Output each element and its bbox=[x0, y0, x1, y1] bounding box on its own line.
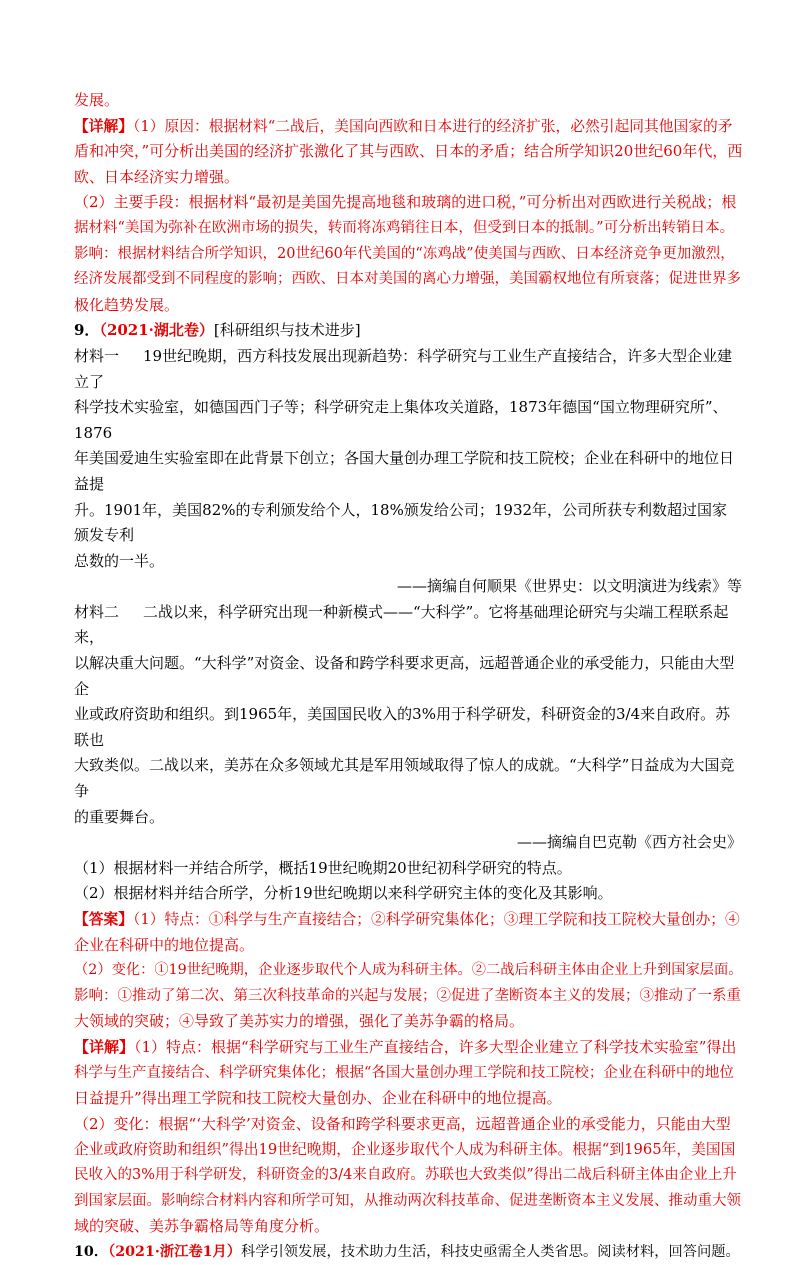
detail-line-6: 民收入的3%用于科学研发，科研资金的3/4来自政府。苏联也大致类似”得出二战后科研主体由企业上升 bbox=[74, 1166, 737, 1183]
answer-line-5: 大领域的突破；④导致了美苏实力的增强，强化了美苏争霸的格局。 bbox=[74, 1012, 525, 1031]
question-9-number: 9． bbox=[74, 321, 100, 340]
material-1-line-5: 总数的一半。 bbox=[74, 551, 165, 570]
answer-line-2: 企业在科研中的地位提高。 bbox=[74, 935, 255, 954]
prev-detail-line-8: 极化趋势发展。 bbox=[74, 295, 180, 314]
detail-line-5: 企业或政府资助和组织”得出19世纪晚期，企业逐步取代个人成为科研主体。根据“到1965年，美国国 bbox=[74, 1141, 736, 1159]
detail-line-2: 科学与生产直接结合、科学研究集体化；根据“各国大量创办理工学院和技工院校；企业在科研中的地位 bbox=[74, 1064, 734, 1081]
material-2-line-1: 材料二 二战以来，科学研究出现一种新模式——“大科学”。它将基础理论研究与尖端工程联系起来， bbox=[74, 602, 729, 647]
prev-detail-line-1: 【详解】（1）原因：根据材料“二战后，美国向西欧和日本进行的经济扩张，必然引起同其他国家的矛 bbox=[74, 117, 733, 135]
answer-line-4: 影响：①推动了第二次、第三次科技革命的兴起与发展；②促进了垄断资本主义的发展；③推动了一系重 bbox=[74, 987, 741, 1004]
answer-line-1: 【答案】（1）特点：①科学与生产直接结合；②科学研究集体化；③理工学院和技工院校大量创办；④ bbox=[74, 911, 740, 928]
material-2-line-3: 业或政府资助和组织。到1965年，美国国民收入的3%用于科学研发，科研资金的3/4来自政府。苏联也 bbox=[74, 705, 731, 749]
material-1-line-4: 升。1901年，美国82%的专利颁发给个人，18%颁发给公司；1932年，公司所获专利数超过国家颁发专利 bbox=[74, 500, 728, 545]
question-9-header bbox=[74, 318, 742, 344]
detail-tag-2: 【详解】 bbox=[74, 1037, 135, 1056]
detail-tag: 【详解】 bbox=[74, 117, 133, 135]
material-2-line-4: 大致类似。二战以来，美苏在众多领域尤其是军用领域取得了惊人的成就。“大科学”日益成为大国竞争 bbox=[74, 756, 735, 801]
prev-answer-tail: 发展。 bbox=[74, 91, 120, 109]
prev-detail-line-6: 影响：根据材料结合所学知识，20世纪60年代美国的“冻鸡战”使美国与西欧、日本经济竞争更加激烈， bbox=[74, 245, 735, 262]
prev-detail-line-2: 盾和冲突，”可分析出美国的经济扩张激化了其与西欧、日本的矛盾；结合所学知识20世纪60年代，西 bbox=[74, 142, 743, 161]
answer-tag: 【答案】 bbox=[74, 911, 133, 928]
material-2-line-5: 的重要舞台。 bbox=[74, 807, 165, 826]
material-1-line-1: 材料一 19世纪晚期，西方科技发展出现新趋势：科学研究与工业生产直接结合，许多大型企业建立了 bbox=[74, 346, 733, 391]
prev-detail-line-5: 据材料“美国为弥补在欧洲市场的损失，转而将冻鸡销往日本，但受到日本的抵制。”可分析出转销日本。 bbox=[74, 219, 735, 236]
question-9-part-2: （2）根据材料并结合所学，分析19世纪晚期以来科学研究主体的变化及其影响。 bbox=[74, 884, 613, 903]
material-2-source: ——摘编自巴克勒《西方社会史》 bbox=[516, 833, 742, 852]
material-1-line-2: 科学技术实验室，如德国西门子等；科学研究走上集体攻关道路，1873年德国“国立物理研究所”、1876 bbox=[74, 398, 728, 442]
question-9-topic: [科研组织与技术进步] bbox=[213, 321, 361, 340]
question-10-source: （2021·浙江卷1月） bbox=[108, 1243, 242, 1260]
material-1-line-3: 年美国爱迪生实验室即在此背景下创立；各国大量创办理工学院和技工院校；企业在科研中的地位日益提 bbox=[74, 449, 735, 493]
prev-detail-line-3: 欧、日本经济实力增强。 bbox=[74, 167, 240, 186]
detail-line-3: 日益提升”得出理工学院和技工院校大量创办、企业在科研中的地位提高。 bbox=[74, 1089, 562, 1108]
answer-line-3: （2）变化：①19世纪晚期，企业逐步取代个人成为科研主体。②二战后科研主体由企业上升到国家层面。 bbox=[74, 962, 743, 979]
detail-line-4: （2）变化：根据“‘大科学’对资金、设备和跨学科要求更高，远超普通企业的承受能力，只能由大型 bbox=[74, 1114, 731, 1133]
material-1-source: ——摘编自何顺果《世界史：以文明演进为线索》等 bbox=[396, 577, 742, 596]
material-2-label: 材料二 bbox=[74, 602, 120, 621]
material-2-line-2: 以解决重大问题。“大科学”对资金、设备和跨学科要求更高，远超普通企业的承受能力，只能由大型企 bbox=[74, 654, 735, 698]
detail-line-7: 到国家层面。影响综合材料内容和所学可知，从推动两次科技革命、促进垄断资本主义发展、推动重大领 bbox=[74, 1192, 741, 1209]
question-10-header bbox=[74, 1240, 742, 1265]
material-1-label: 材料一 bbox=[74, 346, 120, 365]
question-9-source: （2021·湖北卷） bbox=[99, 321, 214, 340]
question-9-part-1: （1）根据材料一并结合所学，概括19世纪晚期20世纪初科学研究的特点。 bbox=[74, 858, 572, 877]
document-page bbox=[74, 88, 742, 1265]
question-10-number: 10． bbox=[74, 1243, 109, 1260]
prev-detail-line-7: 经济发展都受到不同程度的影响；西欧、日本对美国的离心力增强，美国霸权地位有所衰落；促进世界多 bbox=[74, 271, 741, 288]
question-10-text: 科学引领发展，技术助力生活，科技史亟需全人类省思。阅读材料，回答问题。 bbox=[241, 1243, 740, 1260]
detail-line-8: 域的突破、美苏争霸格局等角度分析。 bbox=[74, 1217, 330, 1236]
prev-detail-line-4: （2）主要手段：根据材料“最初是美国先提高地毯和玻璃的进口税，”可分析出对西欧进行关税战；根 bbox=[74, 193, 737, 212]
detail-line-1: 【详解】（1）特点：根据“科学研究与工业生产直接结合，许多大型企业建立了科学技术实验室”得出 bbox=[74, 1037, 737, 1056]
